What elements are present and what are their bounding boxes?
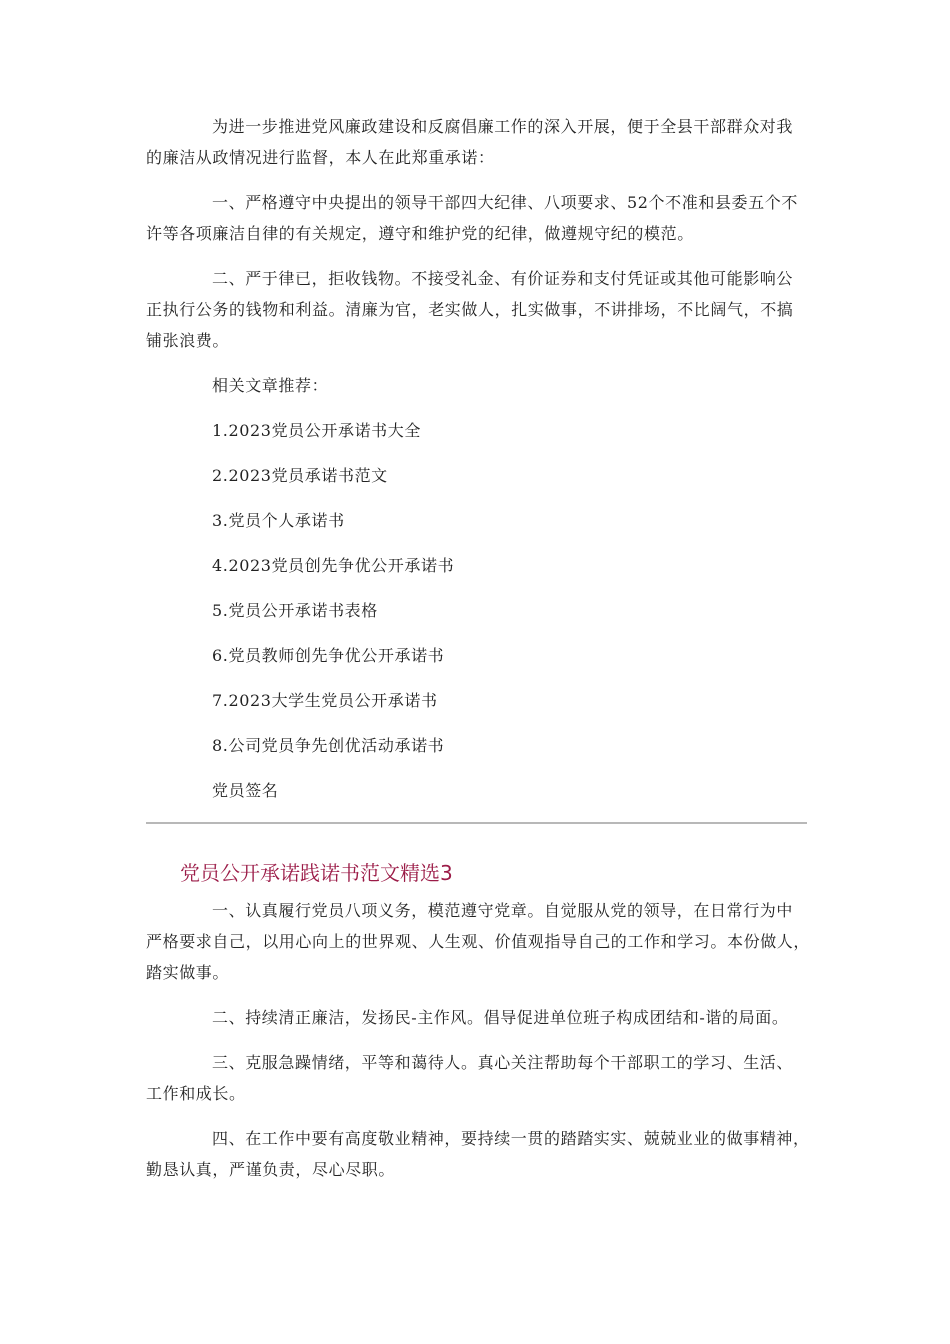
section-paragraph (146, 1047, 808, 1109)
related-link-text[interactable]: 2.2023党员承诺书范文 (212, 466, 388, 485)
text-line: 踏实做事。 (146, 963, 230, 982)
related-link[interactable] (146, 685, 808, 716)
commitment-1 (146, 187, 808, 249)
text-line: 三、克服急躁情绪，平等和蔼待人。真心关注帮助每个干部职工的学习、生活、 (212, 1053, 794, 1072)
related-link-text[interactable]: 6.党员教师创先争优公开承诺书 (212, 646, 445, 665)
text-line: 勤恳认真，严谨负责，尽心尽职。 (146, 1160, 396, 1179)
commitment-2 (146, 263, 808, 356)
related-link-text[interactable]: 3.党员个人承诺书 (212, 511, 345, 530)
related-link[interactable] (146, 505, 808, 536)
text-line: 为进一步推进党风廉政建设和反腐倡廉工作的深入开展，便于全县干部群众对我 (212, 117, 794, 136)
text-line: 严格要求自己，以用心向上的世界观、人生观、价值观指导自己的工作和学习。本份做人， (146, 932, 811, 951)
text-line: 铺张浪费。 (146, 331, 230, 350)
related-link-text[interactable]: 4.2023党员创先争优公开承诺书 (212, 556, 455, 575)
text-line: 四、在工作中要有高度敬业精神，要持续一贯的踏踏实实、兢兢业业的做事精神， (212, 1129, 810, 1148)
related-link[interactable] (146, 415, 808, 446)
related-link[interactable] (146, 550, 808, 581)
related-link-text[interactable]: 7.2023大学生党员公开承诺书 (212, 691, 438, 710)
text-line: 一、严格遵守中央提出的领导干部四大纪律、八项要求、52个不准和县委五个不 (212, 193, 798, 212)
section-3 (146, 857, 811, 1199)
section-divider (146, 822, 807, 824)
related-link-text[interactable]: 5.党员公开承诺书表格 (212, 601, 378, 620)
text-line: 一、认真履行党员八项义务，模范遵守党章。自觉服从党的领导，在日常行为中 (212, 901, 794, 920)
related-link-text[interactable]: 1.2023党员公开承诺书大全 (212, 421, 421, 440)
related-link-text[interactable]: 8.公司党员争先创优活动承诺书 (212, 736, 445, 755)
intro-paragraph (146, 111, 808, 173)
text-line: 许等各项廉洁自律的有关规定，遵守和维护党的纪律，做遵规守纪的模范。 (146, 224, 694, 243)
related-heading (146, 370, 808, 401)
text-line: 二、持续清正廉洁，发扬民-主作风。倡导促进单位班子构成团结和-谐的局面。 (212, 1008, 789, 1027)
section-paragraph (146, 895, 811, 988)
section-title: 党员公开承诺践诺书范文精选3 (180, 861, 453, 885)
section-paragraph (146, 1123, 808, 1185)
text-line: 的廉洁从政情况进行监督，本人在此郑重承诺： (146, 148, 495, 167)
related-link[interactable] (146, 460, 808, 491)
signature (146, 775, 808, 806)
related-link[interactable] (146, 640, 808, 671)
text-line: 正执行公务的钱物和利益。清廉为官，老实做人，扎实做事，不讲排场，不比阔气，不搞 (146, 300, 794, 319)
related-heading-text: 相关文章推荐： (212, 376, 329, 395)
signature-text: 党员签名 (212, 781, 279, 800)
text-line: 工作和成长。 (146, 1084, 246, 1103)
text-line: 二、严于律已，拒收钱物。不接受礼金、有价证券和支付凭证或其他可能影响公 (212, 269, 794, 288)
related-link[interactable] (146, 595, 808, 626)
related-link[interactable] (146, 730, 808, 761)
document-body (146, 111, 808, 820)
section-paragraph (146, 1002, 808, 1033)
